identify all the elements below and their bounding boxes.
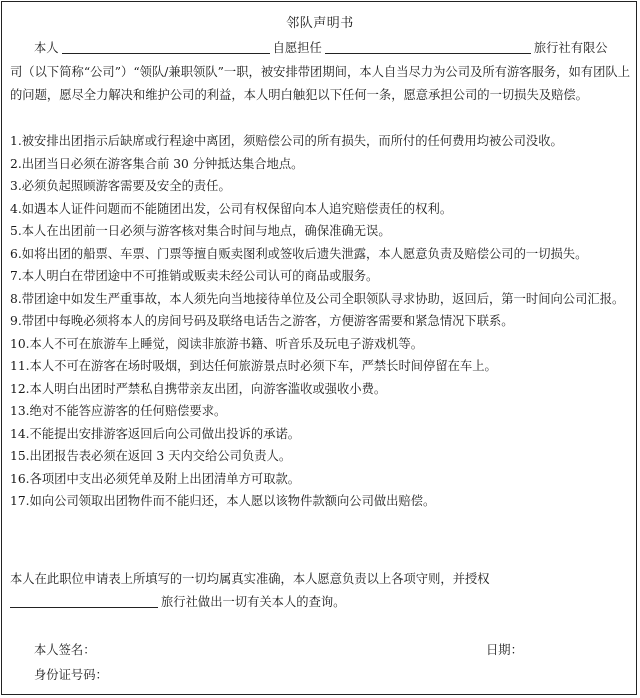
rule-item-6: 6.如将出团的船票、车票、门票等擅自贩卖图利或签收后遗失泄露，本人愿意负责及赔偿公司的一切损失。: [10, 246, 588, 261]
rule-item-3: 3.必须负起照顾游客需要及安全的责任。: [10, 179, 231, 193]
rule-item-4: 4.如遇本人证件问题而不能随团出发，公司有权保留向本人追究赔偿责任的权利。: [10, 201, 453, 216]
rule-item-9: 9.带团中每晚必须将本人的房间号码及联络电话告之游客，方便游客需要和紧急情况下联系。: [10, 314, 514, 328]
intro-role-label: 自愿担任: [272, 41, 322, 55]
intro-company-label: 旅行社有限公: [533, 41, 608, 55]
rule-item-11: 11.本人不可在游客在场时吸烟，到达任何旅游景点时必须下车，严禁长时间停留在车上。: [10, 359, 497, 373]
date-label: 日期：: [486, 643, 523, 657]
rule-item-7: 7.本人明白在带团途中不可推销或贩卖未经公司认可的商品或服务。: [10, 269, 379, 283]
intro-first-line: [34, 37, 634, 59]
signature-label: 本人签名：: [34, 643, 96, 657]
rule-item-14: 14.不能提出安排游客返回后向公司做出投诉的承诺。: [10, 426, 301, 441]
rule-item-12: 12.本人明白出团时严禁私自携带亲友出团，向游客滥收或强收小费。: [10, 381, 387, 396]
id-number-label: 身份证号码：: [34, 668, 108, 682]
rule-item-1: 1.被安排出团指示后缺席或行程途中离团，须赔偿公司的所有损失，而所付的任何费用均被公司没收。: [10, 134, 563, 148]
rules-list: [10, 130, 630, 513]
rule-item-8: 8.带团途中如发生严重事故，本人须先向当地接待单位及公司全职领队寻求协助，返回后，第一时间向公司汇报。: [10, 291, 625, 306]
rule-item-16: 16.各项团中支出必须凭单及附上出团清单方可取款。: [10, 471, 301, 486]
closing-text: 本人在此职位申请表上所填写的一切均属真实准确，本人愿意负责以上各项守则，并授权: [10, 572, 490, 586]
rule-item-10: 10.本人不可在旅游车上睡觉，阅读非旅游书籍、听音乐及玩电子游戏机等。: [10, 336, 424, 351]
rule-item-15: 15.出团报告表必须在返回 3 天内交给公司负责人。: [10, 449, 292, 463]
intro-name-label: 本人: [34, 41, 59, 55]
name-blank: [62, 39, 270, 54]
document-title: 邻队声明书: [286, 16, 354, 31]
rule-item-2: 2.出团当日必须在游客集合前 30 分钟抵达集合地点。: [10, 156, 304, 171]
rule-item-13: 13.绝对不能答应游客的任何赔偿要求。: [10, 404, 227, 418]
closing-after-blank: 旅行社做出一切有关本人的查询。: [161, 594, 346, 609]
rule-item-17: 17.如向公司领取出团物件而不能归还，本人愿以该物件款额向公司做出赔偿。: [10, 494, 436, 508]
intro-paragraph: 司（以下简称“公司”）“领队/兼职领队”一职，被安排带团期间，本人自当尽力为公司及所有游客服务，如有团队上的问题，愿尽全力解决和维护公司的利益，本人明白触犯以下任何一条，愿意承担公司的一切损失及赔偿。: [10, 65, 630, 102]
rule-item-5: 5.本人在出团前一日必须与游客核对集合时间与地点，确保准确无误。: [10, 224, 391, 238]
closing-agency-blank: [10, 593, 158, 608]
agency-blank: [325, 39, 531, 54]
closing-paragraph: [10, 568, 630, 613]
